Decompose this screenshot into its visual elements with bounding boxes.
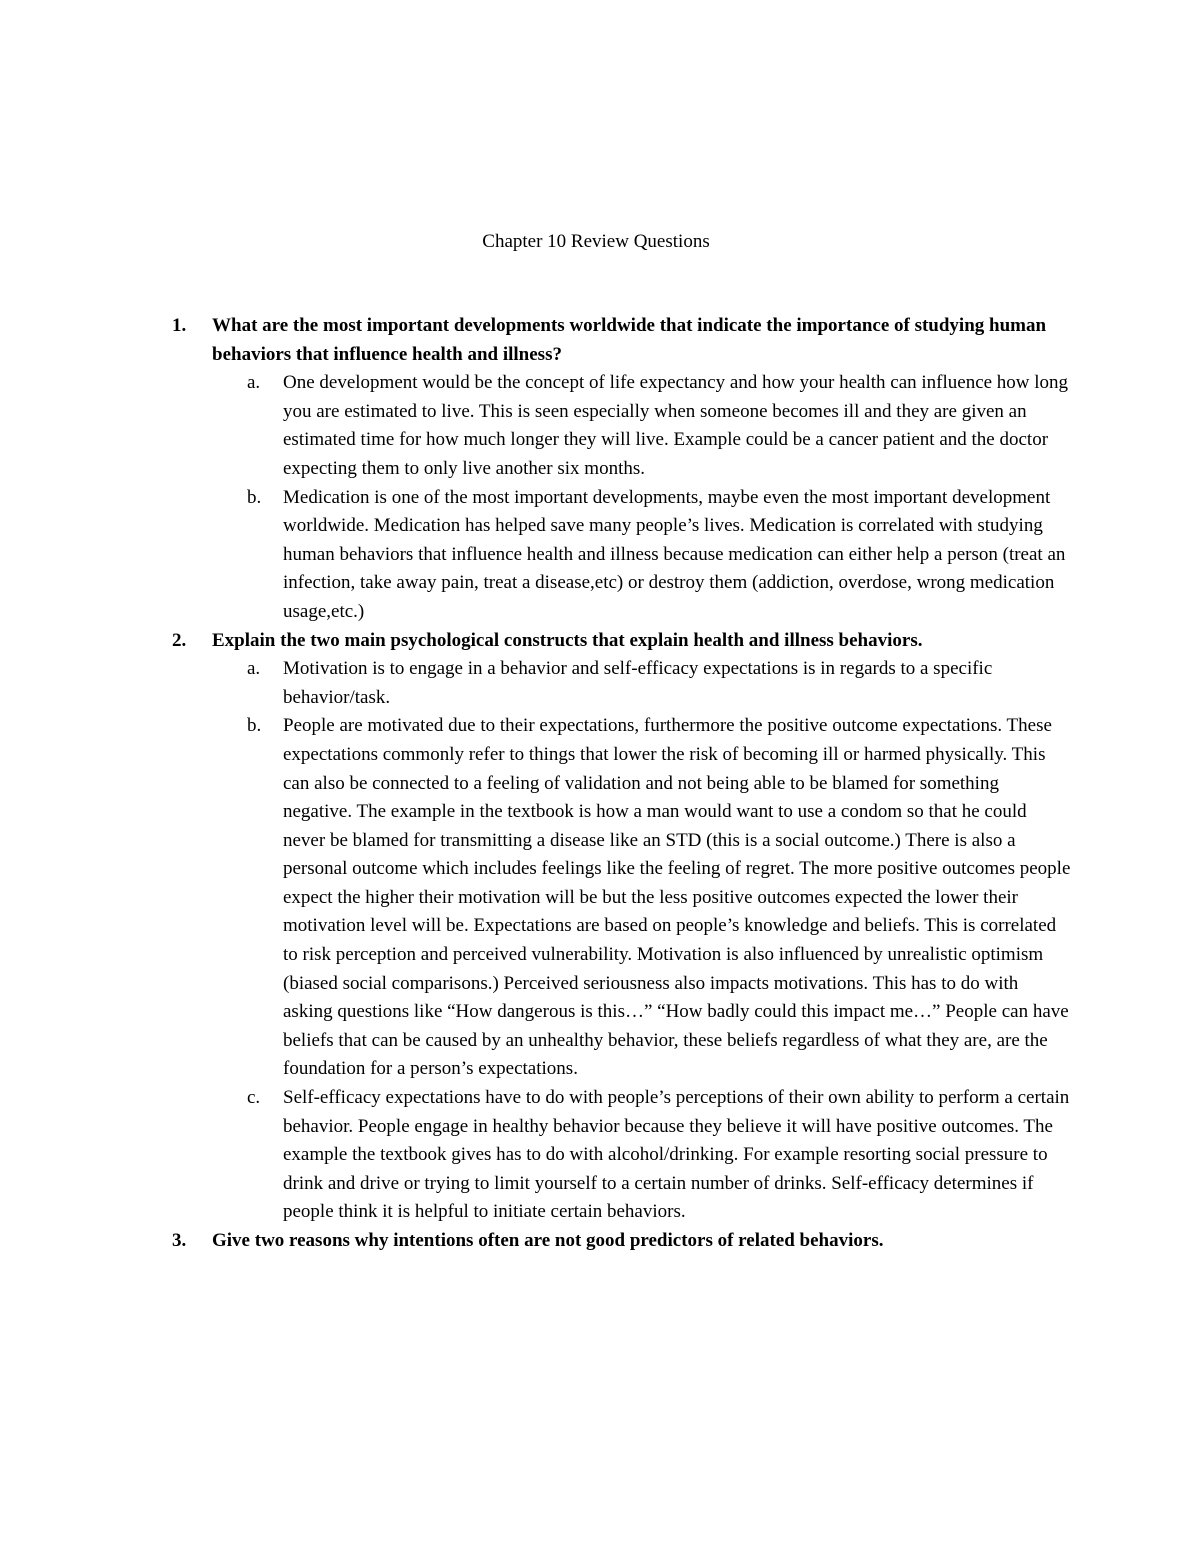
answer-letter: b. <box>247 486 262 508</box>
answer-letter: a. <box>247 372 261 394</box>
question-number: 2. <box>172 629 187 651</box>
answer-text: Self-efficacy expectations have to do with people’s perceptions of their own ability to perform a certain behavior. People engage in healthy behavior because they believe it will have positive outcomes. The example the textbook gives has to do with alcohol/drinking. For example resorting social pressure to drink and drive or trying to limit yourself to a certain number of drinks. Self-efficacy determines if people think it is helpful to initiate certain behaviors. <box>283 1087 1070 1223</box>
question-number: 3. <box>172 1230 187 1251</box>
answer-letter: a. <box>247 658 261 680</box>
answer-list <box>212 655 1072 1227</box>
question-item <box>172 312 1072 627</box>
answer-item <box>212 655 1072 712</box>
question-text: Explain the two main psychological constructs that explain health and illness behaviors. <box>212 629 923 651</box>
question-text: What are the most important developments worldwide that indicate the importance of studying human behaviors that influence health and illness? <box>212 315 1047 365</box>
question-item <box>172 627 1072 1227</box>
answer-letter: c. <box>247 1087 261 1109</box>
answer-item <box>212 369 1072 483</box>
answer-item <box>212 712 1072 1084</box>
answer-text: One development would be the concept of life expectancy and how your health can influence how long you are estimated to live. This is seen especially when someone becomes ill and they are given an estimated time for how much longer they will live. Example could be a cancer patient and the doctor expecting them to only live another six months. <box>283 372 1069 479</box>
question-item <box>172 1227 1072 1256</box>
answer-item <box>212 1084 1072 1227</box>
question-text: Give two reasons why intentions often are not good predictors of related behaviors. <box>212 1230 884 1251</box>
question-list <box>172 312 1072 1256</box>
answer-text: Medication is one of the most important developments, maybe even the most important development worldwide. Medication has helped save many people’s lives. Medication is correlated with studying human behaviors that influence health and illness because medication can either help a person (treat an infection, take away pain, treat a disease,etc) or destroy them (addiction, overdose, wrong medication usage,etc.) <box>283 486 1066 622</box>
question-number: 1. <box>172 315 187 336</box>
page-title: Chapter 10 Review Questions <box>482 231 710 252</box>
answer-list <box>212 369 1072 626</box>
answer-item <box>212 484 1072 627</box>
answer-text: Motivation is to engage in a behavior and self-efficacy expectations is in regards to a specific behavior/task. <box>283 658 993 708</box>
answer-letter: b. <box>247 715 262 737</box>
answer-text: People are motivated due to their expectations, furthermore the positive outcome expectations. These expectations commonly refer to things that lower the risk of becoming ill or harmed physically. This can also be connected to a feeling of validation and not being able to be blamed for something negative. The example in the textbook is how a man would want to use a condom so that he could never be blamed for transmitting a disease like an STD (this is a social outcome.) There is also a personal outcome which includes feelings like the feeling of regret. The more positive outcomes people expect the higher their motivation will be but the less positive outcomes expected the lower their motivation level will be. Expectations are based on people’s knowledge and beliefs. This is correlated to risk perception and perceived vulnerability. Motivation is also influenced by unrealistic optimism (biased social comparisons.) Perceived seriousness also impacts motivations. This has to do with asking questions like “How dangerous is this…” “How badly could this impact me…” People can have beliefs that can be caused by an unhealthy behavior, these beliefs regardless of what they are, are the foundation for a person’s expectations. <box>283 715 1071 1080</box>
